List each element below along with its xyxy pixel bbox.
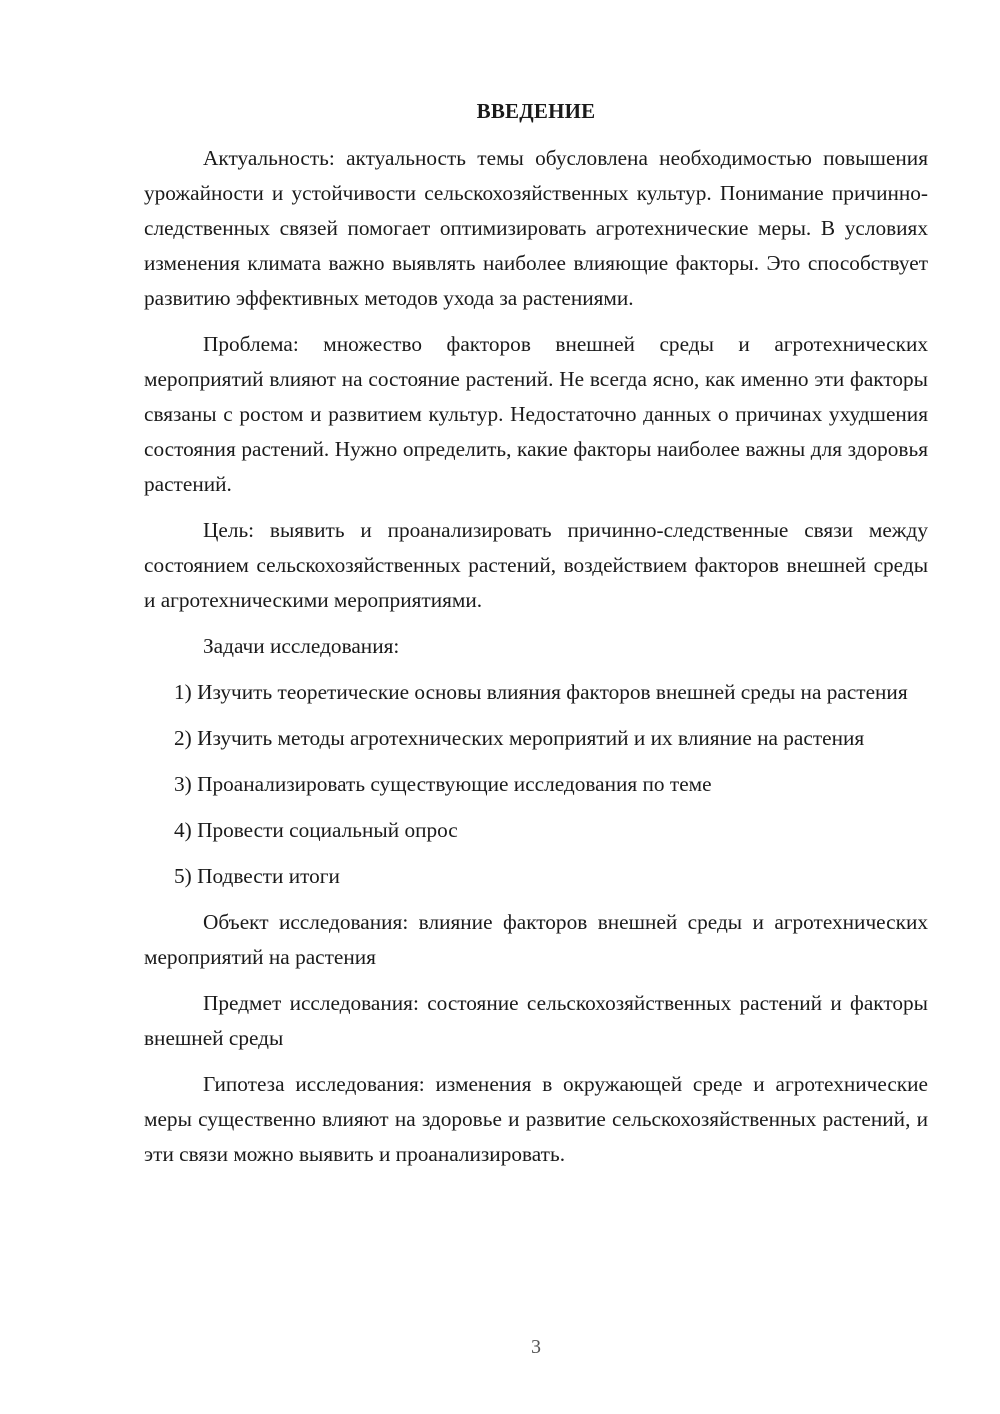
task-item-5: 5) Подвести итоги [174, 864, 340, 888]
task-item-1: 1) Изучить теоретические основы влияния факторов внешней среды на растения [174, 680, 908, 704]
document-body [144, 141, 928, 1183]
page-number: 3 [531, 1336, 541, 1358]
page-title: ВВЕДЕНИЕ [476, 99, 596, 123]
document-page [144, 0, 928, 1414]
tasks-heading: Задачи исследования: [203, 634, 400, 658]
hypothesis-paragraph: Гипотеза исследования: изменения в окружающей среде и агротехнические меры существенно влияют на здоровье и развитие сельскохозяйственных растений, и эти связи можно выявить и проанализировать. [144, 1072, 928, 1166]
problem-paragraph: Проблема: множество факторов внешней среды и агротехнических мероприятий влияют на состояние растений. Не всегда ясно, как именно эти факторы связаны с ростом и развитием культур. Недостаточно данных о причинах ухудшения состояния растений. Нужно определить, какие факторы наиболее важны для здоровья растений. [144, 332, 928, 496]
goal-paragraph: Цель: выявить и проанализировать причинно-следственные связи между состоянием сельскохозяйственных растений, воздействием факторов внешней среды и агротехническими мероприятиями. [144, 518, 928, 612]
relevance-paragraph: Актуальность: актуальность темы обусловлена необходимостью повышения урожайности и устойчивости сельскохозяйственных культур. Понимание причинно-следственных связей помогает оптимизировать агротехнические меры. В условиях изменения климата важно выявлять наиболее влияющие факторы. Это способствует развитию эффективных методов ухода за растениями. [144, 146, 928, 310]
task-item-2: 2) Изучить методы агротехнических мероприятий и их влияние на растения [174, 726, 865, 750]
task-item-4: 4) Провести социальный опрос [174, 818, 458, 842]
subject-paragraph: Предмет исследования: состояние сельскохозяйственных растений и факторы внешней среды [144, 991, 928, 1050]
task-item-3: 3) Проанализировать существующие исследования по теме [174, 772, 712, 796]
object-paragraph: Объект исследования: влияние факторов внешней среды и агротехнических мероприятий на растения [144, 910, 928, 969]
